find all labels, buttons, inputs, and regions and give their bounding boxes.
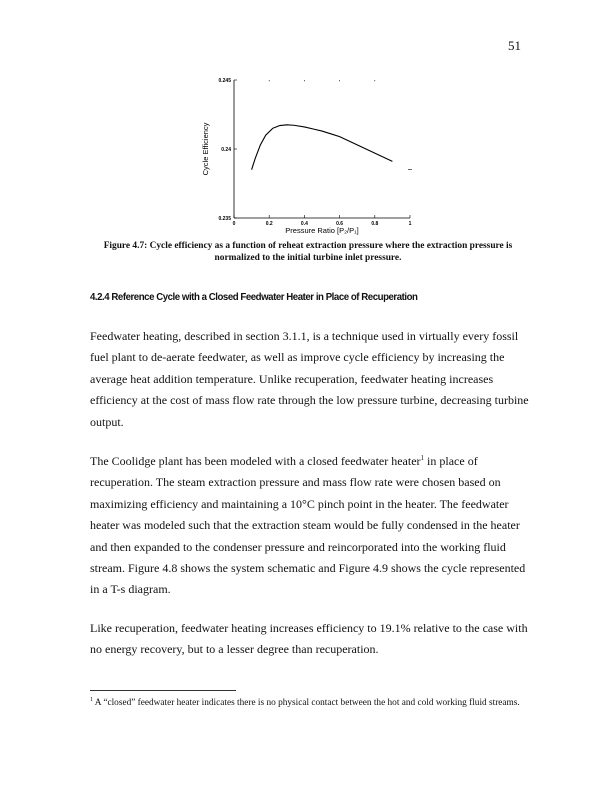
x-tick-label-3: 0.6 <box>336 221 344 227</box>
x-tick-label-2: 0.4 <box>300 221 308 227</box>
y-tick-label-0: 0.235 <box>218 216 231 222</box>
efficiency-chart <box>190 70 430 250</box>
footnote-marker: 1 <box>90 697 93 703</box>
section-heading: 4.2.4 Reference Cycle with a Closed Feedwater Heater in Place of Recuperation <box>90 291 418 303</box>
footnote-divider <box>90 690 236 691</box>
paragraph-2-text-b: in place of recuperation. The steam extraction pressure and mass flow rate were chosen based on maximizing efficiency and maintaining a 10°C pinch point in the heater. The feedwater heater was modeled such that the extraction steam would be fully condensed in the heater and then expanded to the condenser pressure and reincorporated into the working fluid stream. Figure 4.8 shows the system schematic and Figure 4.9 shows the cycle represented in a T-s diagram. <box>90 454 526 597</box>
x-tick-label-4: 0.8 <box>371 221 379 227</box>
figure-caption: Figure 4.7: Cycle efficiency as a function of reheat extraction pressure where the extraction pressure is normalized to the initial turbine inlet pressure. <box>103 241 513 263</box>
paragraph-1: Feedwater heating, described in section 3.1.1, is a technique used in virtually every fossil fuel plant to de-aerate feedwater, as well as improve cycle efficiency by increasing the average heat addition temperature. Unlike recuperation, feedwater heating increases efficiency at the cost of mass flow rate through the low pressure turbine, decreasing turbine output. <box>90 329 529 429</box>
chart-ticks <box>218 78 411 227</box>
x-tick-label-5: 1 <box>408 221 412 227</box>
x-axis-label: Pressure Ratio [P₂/P₁] <box>285 226 359 235</box>
y-tick-label-1: 0.24 <box>221 147 231 153</box>
y-axis-label: Cycle Efficiency <box>201 122 210 176</box>
x-tick-label-1: 0.2 <box>265 221 273 227</box>
paragraph-2-text-a: The Coolidge plant has been modeled with a closed feedwater heater <box>90 454 421 468</box>
paragraph-3: Like recuperation, feedwater heating increases efficiency to 19.1% relative to the case with no energy recovery, but to a lesser degree than recuperation. <box>90 621 528 657</box>
y-tick-label-2: 0.245 <box>218 78 231 84</box>
paragraph-2 <box>90 451 530 601</box>
footnote-text: A “closed” feedwater heater indicates there is no physical contact between the hot and cold working fluid streams. <box>93 698 520 708</box>
page-number: 51 <box>508 38 521 53</box>
x-tick-label-0: 0 <box>232 221 236 227</box>
chart-axes <box>234 80 412 218</box>
footnote-reference: 1 <box>420 454 425 462</box>
efficiency-series-line <box>252 125 393 170</box>
footnote <box>90 698 530 710</box>
chart-svg <box>190 70 430 245</box>
